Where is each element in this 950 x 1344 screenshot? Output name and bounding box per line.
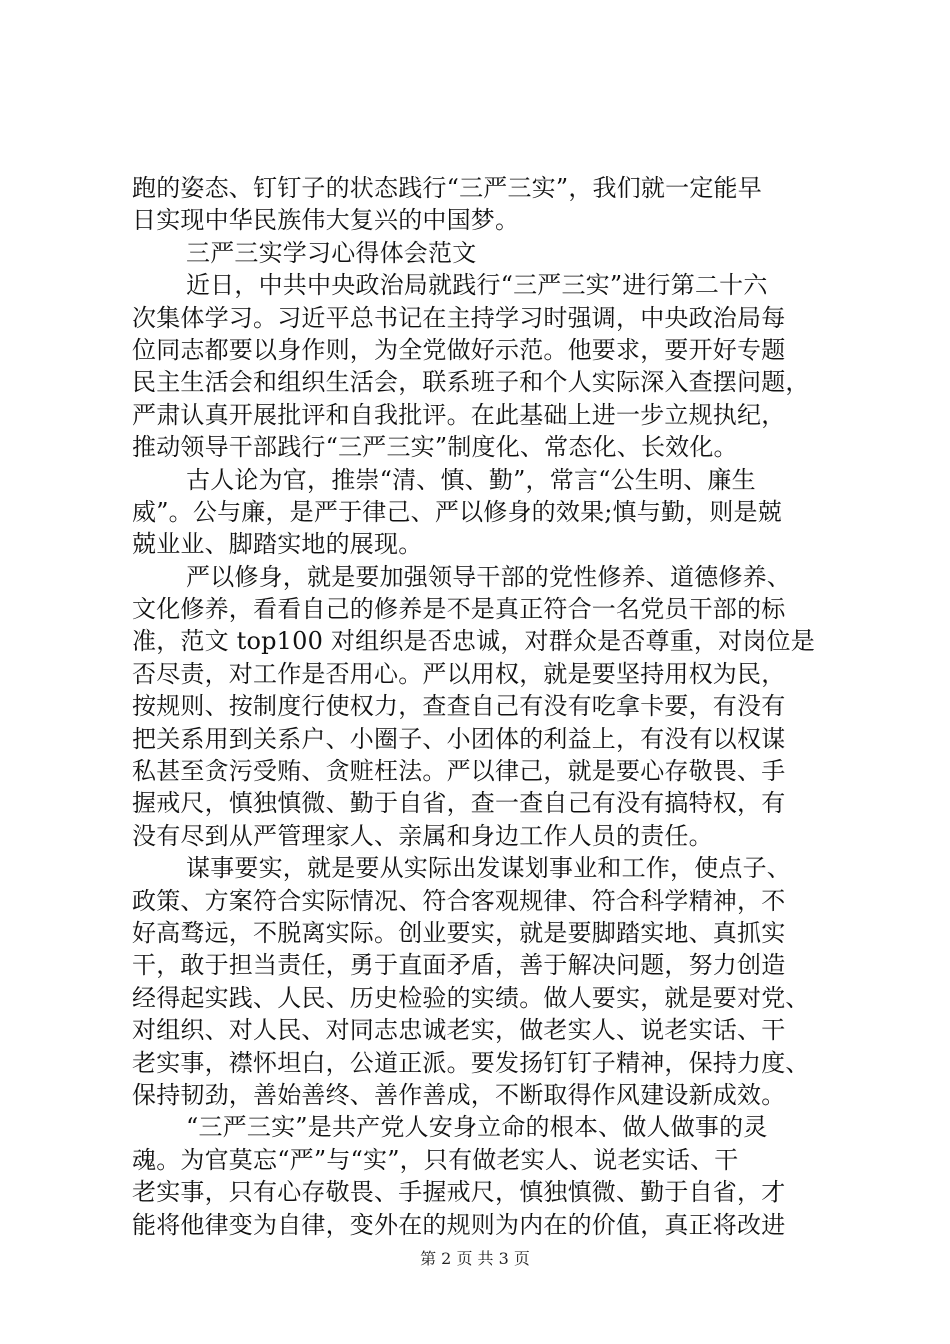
text-line: 谋事要实，就是要从实际出发谋划事业和工作，使点子、	[186, 854, 791, 883]
text-line: 位同志都要以身作则，为全党做好示范。他要求，要开好专题	[132, 335, 786, 364]
text-line: 次集体学习。习近平总书记在主持学习时强调，中央政治局每	[132, 303, 786, 332]
text-line: 严肃认真开展批评和自我批评。在此基础上进一步立规执纪，	[132, 400, 786, 429]
text-line: 按规则、按制度行使权力，查查自己有没有吃拿卡要，有没有	[132, 692, 786, 721]
text-line: 能将他律变为自律，变外在的规则为内在的价值，真正将改进	[132, 1210, 786, 1239]
text-line: 准，范文 top100 对组织是否忠诚，对群众是否尊重，对岗位是	[132, 627, 815, 656]
text-line: 威”。公与廉，是严于律己、严以修身的效果;慎与勤，则是兢	[132, 497, 782, 526]
text-line: 魂。为官莫忘“严”与“实”，只有做老实人、说老实话、干	[132, 1145, 739, 1174]
text-line: 兢业业、脚踏实地的展现。	[132, 530, 423, 559]
page-number: 第 2 页 共 3 页	[420, 1249, 530, 1268]
text-line: 推动领导干部践行“三严三实”制度化、常态化、长效化。	[132, 433, 738, 462]
text-line: 日实现中华民族伟大复兴的中国梦。	[132, 206, 520, 235]
text-line: 把关系用到关系户、小圈子、小团体的利益上，有没有以权谋	[132, 724, 786, 753]
text-line: 近日，中共中央政治局就践行“三严三实”进行第二十六	[186, 271, 768, 300]
text-line: 没有尽到从严管理家人、亲属和身边工作人员的责任。	[132, 821, 713, 850]
text-line: 政策、方案符合实际情况、符合客观规律、符合科学精神，不	[132, 886, 786, 915]
text-line: 好高骛远，不脱离实际。创业要实，就是要脚踏实地、真抓实	[132, 918, 786, 947]
text-line: 私甚至贪污受贿、贪赃枉法。严以律己，就是要心存敬畏、手	[132, 757, 786, 786]
text-line: 跑的姿态、钉钉子的状态践行“三严三实”，我们就一定能早	[132, 174, 762, 202]
text-line: 老实事，只有心存敬畏、手握戒尺，慎独慎微、勤于自省，才	[132, 1178, 786, 1207]
text-line: 否尽责，对工作是否用心。严以用权，就是要坚持用权为民，	[132, 659, 786, 688]
text-line: 三严三实学习心得体会范文	[186, 238, 477, 267]
text-line: 握戒尺，慎独慎微、勤于自省，查一查自己有没有搞特权，有	[132, 789, 786, 818]
text-line: 民主生活会和组织生活会，联系班子和个人实际深入查摆问题，	[132, 368, 810, 397]
text-line: 严以修身，就是要加强领导干部的党性修养、道德修养、	[186, 562, 791, 591]
text-line: 老实事，襟怀坦白，公道正派。要发扬钉钉子精神，保持力度、	[132, 1048, 810, 1077]
text-line: 保持韧劲，善始善终、善作善成，不断取得作风建设新成效。	[132, 1080, 786, 1109]
text-line: 干，敢于担当责任，勇于直面矛盾，善于解决问题，努力创造	[132, 951, 786, 980]
document-body	[132, 172, 832, 1241]
text-line: 经得起实践、人民、历史检验的实绩。做人要实，就是要对党、	[132, 983, 810, 1012]
page-footer	[0, 1249, 950, 1269]
text-line: 古人论为官，推崇“清、慎、勤”，常言“公生明、廉生	[186, 465, 756, 494]
text-line: 对组织、对人民、对同志忠诚老实，做老实人、说老实话、干	[132, 1016, 786, 1045]
text-line: 文化修养，看看自己的修养是不是真正符合一名党员干部的标	[132, 595, 786, 624]
text-line: “三严三实”是共产党人安身立命的根本、做人做事的灵	[186, 1113, 768, 1142]
